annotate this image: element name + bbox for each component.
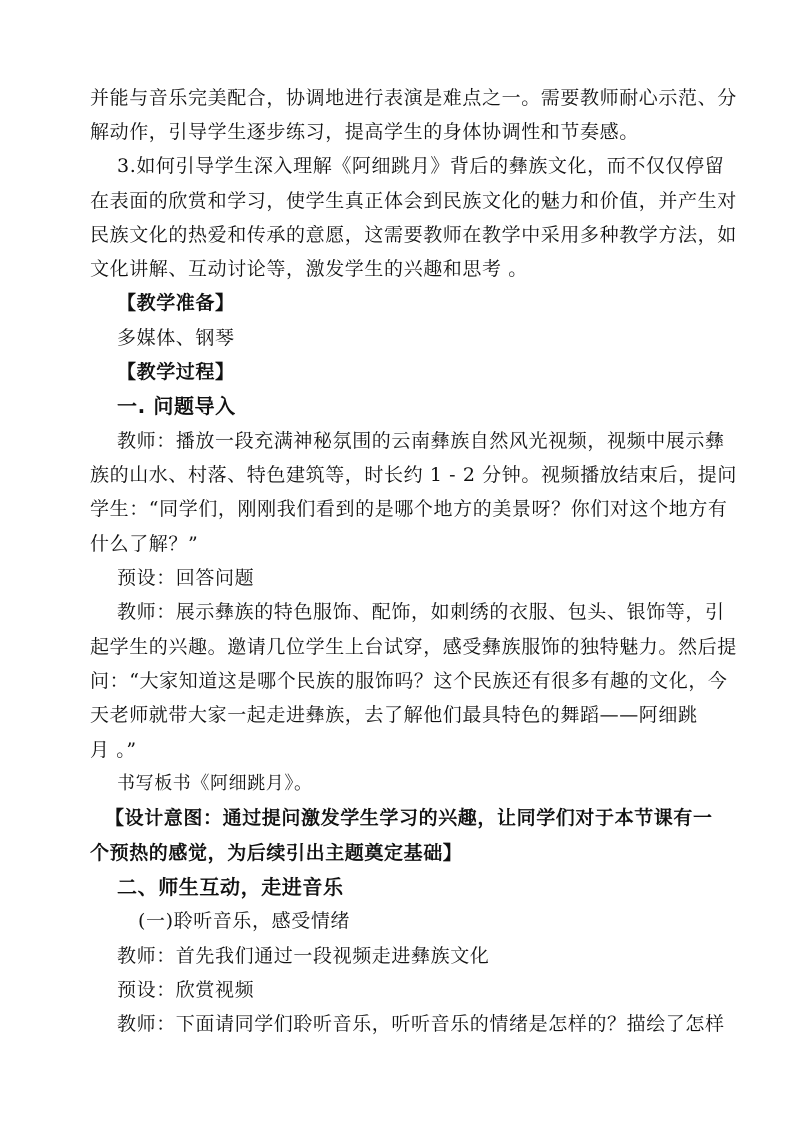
section-heading: 二、师生互动，走进音乐 bbox=[117, 875, 344, 899]
text-line: 起学生的兴趣。邀请几位学生上台试穿，感受彝族服饰的独特魅力。然后提 bbox=[90, 636, 737, 658]
text-line: 解动作，引导学生逐步练习，提高学生的身体协调性和节奏感。 bbox=[90, 121, 639, 143]
text-line: 并能与音乐完美配合，协调地进行表演是难点之一。需要教师耐心示范、分 bbox=[90, 87, 737, 109]
text-line: 天老师就带大家一起走进彝族，去了解他们最具特色的舞蹈——阿细跳 bbox=[90, 704, 698, 726]
text-line: 3.如何引导学生深入理解《阿细跳月》背后的彝族文化，而不仅仅停留 bbox=[117, 155, 725, 177]
text-line: 教师：播放一段充满神秘氛围的云南彝族自然风光视频，视频中展示彝 bbox=[117, 430, 725, 452]
design-intent: 【设计意图：通过提问激发学生学习的兴趣，让同学们对于本节课有一 bbox=[105, 807, 713, 829]
text-line: 书写板书《阿细跳月》。 bbox=[117, 773, 313, 794]
text-line: 预设：欣赏视频 bbox=[117, 979, 255, 1001]
text-line: 什么了解？” bbox=[90, 533, 199, 555]
section-heading: 【教学准备】 bbox=[117, 292, 235, 314]
text-line: 多媒体、钢琴 bbox=[117, 327, 235, 349]
text-line: 教师：展示彝族的特色服饰、配饰，如刺绣的衣服、包头、银饰等，引 bbox=[117, 601, 725, 623]
text-line: 预设：回答问题 bbox=[117, 567, 255, 589]
section-heading: 一. 问题导入 bbox=[117, 394, 236, 418]
text-line: 学生：“同学们，刚刚我们看到的是哪个地方的美景呀？你们对这个地方有 bbox=[90, 498, 728, 520]
section-heading: 【教学过程】 bbox=[117, 361, 235, 383]
text-line: 民族文化的热爱和传承的意愿，这需要教师在教学中采用多种教学方法，如 bbox=[90, 224, 737, 246]
subsection-heading: (一)聆听音乐，感受情绪 bbox=[138, 910, 351, 932]
design-intent: 个预热的感觉，为后续引出主题奠定基础】 bbox=[90, 842, 463, 864]
text-line: 教师：首先我们通过一段视频走进彝族文化 bbox=[117, 945, 490, 967]
text-line: 文化讲解、互动讨论等，激发学生的兴趣和思考 。 bbox=[90, 258, 528, 280]
text-line: 在表面的欣赏和学习，使学生真正体会到民族文化的魅力和价值，并产生对 bbox=[90, 190, 737, 212]
text-line: 问：“大家知道这是哪个民族的服饰吗？这个民族还有很多有趣的文化，今 bbox=[90, 670, 728, 692]
text-line: 教师：下面请同学们聆听音乐，听听音乐的情绪是怎样的？描绘了怎样 bbox=[117, 1013, 725, 1035]
text-line: 族的山水、村落、特色建筑等，时长约 1 - 2 分钟。视频播放结束后，提问 bbox=[90, 464, 737, 486]
text-line: 月 。” bbox=[90, 739, 137, 761]
